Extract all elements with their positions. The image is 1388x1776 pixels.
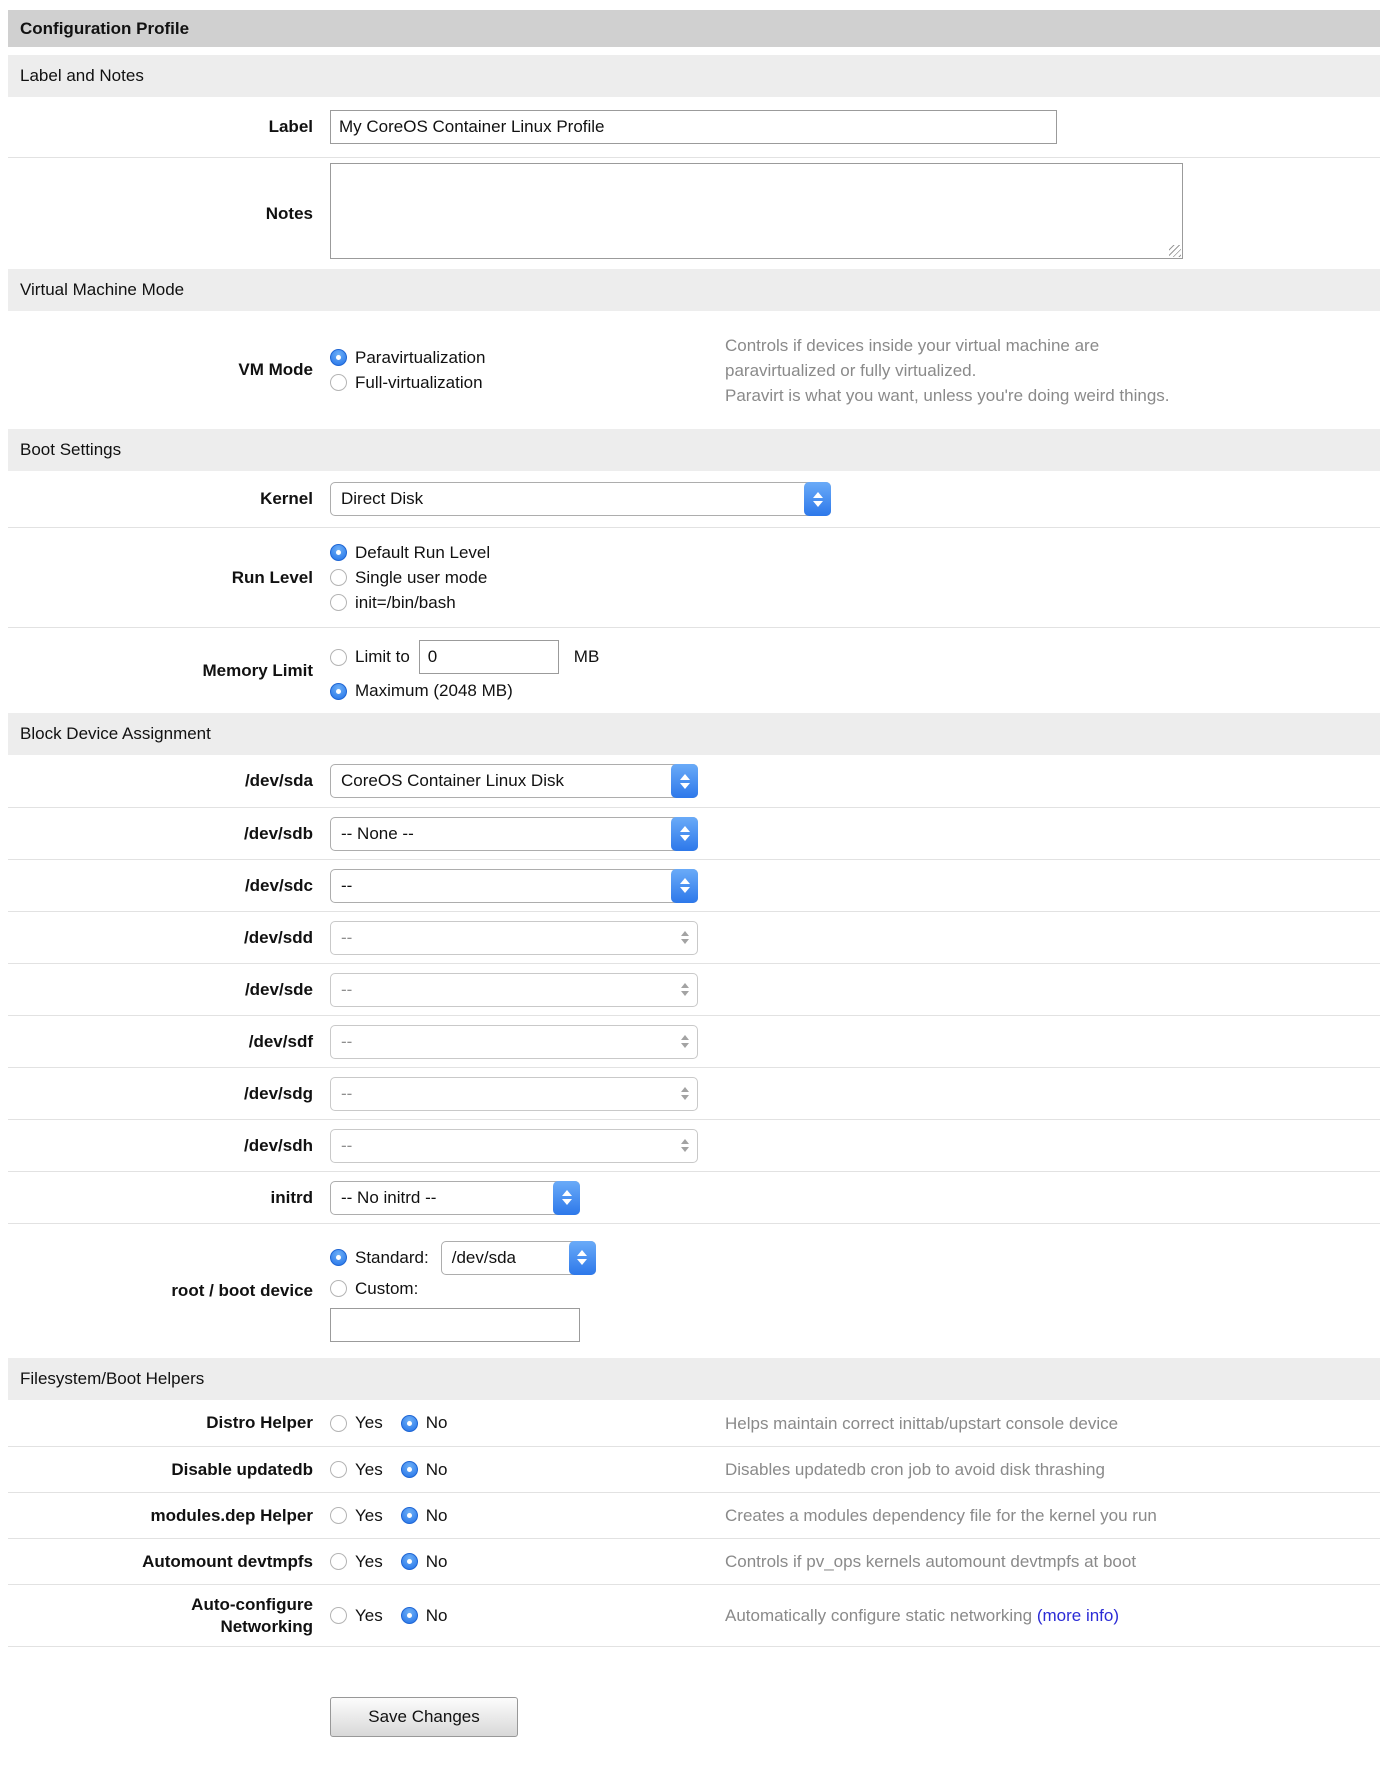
sdg-select	[330, 1077, 698, 1111]
chevron-down-icon	[681, 1095, 689, 1100]
radio-init-bin-bash[interactable]	[330, 594, 347, 611]
help-line: paravirtualized or fully virtualized.	[725, 360, 977, 380]
device-label: /dev/sde	[244, 979, 313, 999]
block-device-row-sdh	[8, 1119, 1380, 1171]
chevron-down-icon	[813, 501, 823, 507]
device-label: initrd	[270, 1187, 313, 1207]
radio-modules-dep-yes[interactable]	[330, 1507, 347, 1524]
save-changes-button[interactable]: Save Changes	[330, 1697, 518, 1737]
select-stepper-icon	[671, 1129, 698, 1163]
kernel-label: Kernel	[260, 489, 313, 508]
section-label-and-notes	[8, 55, 1380, 97]
limit-to-label: Limit to	[355, 647, 410, 666]
chevron-up-icon	[680, 826, 690, 832]
memory-limit-row	[8, 627, 1380, 713]
chevron-up-icon	[577, 1250, 587, 1256]
helper-label: Disable updatedb	[171, 1459, 313, 1479]
no-label: No	[425, 1413, 448, 1432]
select-value: /dev/sda	[451, 1248, 516, 1267]
help-line: Automatically configure static networking	[725, 1606, 1033, 1625]
radio-label: Full-virtualization	[355, 373, 483, 392]
helper-help-text	[725, 1603, 1380, 1628]
helper-row-modules-dep	[8, 1492, 1380, 1538]
block-device-row-sdb	[8, 807, 1380, 859]
helper-label: Distro Helper	[206, 1413, 313, 1432]
radio-distro-helper-yes[interactable]	[330, 1415, 347, 1432]
root-boot-device-row	[8, 1223, 1380, 1358]
no-label: No	[425, 1551, 448, 1571]
kernel-select-value: Direct Disk	[341, 489, 424, 508]
yes-label: Yes	[355, 1551, 383, 1571]
select-stepper-icon[interactable]	[671, 764, 698, 798]
resize-grip-icon[interactable]	[1169, 245, 1181, 257]
helper-row-distro-helper	[8, 1400, 1380, 1446]
memory-unit-label: MB	[573, 647, 600, 666]
initrd-select[interactable]	[330, 1181, 580, 1215]
radio-distro-helper-no[interactable]	[401, 1415, 418, 1432]
helper-help-text: Controls if pv_ops kernels automount devtmpfs at boot	[725, 1552, 1137, 1571]
helper-row-automount-devtmpfs	[8, 1538, 1380, 1584]
device-label: /dev/sdf	[248, 1031, 313, 1051]
chevron-up-icon	[681, 1139, 689, 1144]
block-device-row-initrd	[8, 1171, 1380, 1223]
no-label: No	[425, 1459, 448, 1479]
radio-limit-to[interactable]	[330, 649, 347, 666]
chevron-down-icon	[681, 1147, 689, 1152]
memory-limit-option-maximum	[330, 681, 1380, 701]
radio-automount-devtmpfs-no[interactable]	[401, 1553, 418, 1570]
section-title: Virtual Machine Mode	[20, 280, 185, 299]
block-device-row-sde	[8, 963, 1380, 1015]
root-boot-standard-option	[330, 1241, 1380, 1275]
sdh-select	[330, 1129, 698, 1163]
section-virtual-machine-mode	[8, 269, 1380, 311]
chevron-up-icon	[681, 1087, 689, 1092]
radio-full-virtualization[interactable]	[330, 374, 347, 391]
select-value: --	[341, 1135, 353, 1155]
chevron-down-icon	[680, 783, 690, 789]
standard-label: Standard:	[355, 1248, 429, 1267]
root-boot-custom-option	[330, 1275, 1380, 1302]
select-value: --	[341, 1083, 353, 1103]
run-level-label: Run Level	[231, 567, 313, 587]
radio-modules-dep-no[interactable]	[401, 1507, 418, 1524]
chevron-up-icon	[680, 878, 690, 884]
kernel-row	[8, 471, 1380, 527]
radio-label: Paravirtualization	[355, 348, 486, 367]
radio-custom[interactable]	[330, 1280, 347, 1297]
section-body-label-notes	[8, 97, 1380, 269]
chevron-up-icon	[681, 1035, 689, 1040]
sdb-select[interactable]	[330, 817, 698, 851]
select-stepper-icon	[671, 1077, 698, 1111]
section-boot-settings	[8, 429, 1380, 471]
chevron-down-icon	[681, 1043, 689, 1048]
section-title: Filesystem/Boot Helpers	[20, 1369, 205, 1388]
radio-disable-updatedb-no[interactable]	[401, 1461, 418, 1478]
more-info-link[interactable]: (more info)	[1036, 1606, 1120, 1625]
help-line: Paravirt is what you want, unless you're doing weird things.	[725, 385, 1170, 405]
section-title: Boot Settings	[20, 440, 122, 459]
help-line: Controls if devices inside your virtual machine are	[725, 335, 1100, 355]
chevron-down-icon	[680, 835, 690, 841]
sda-select[interactable]	[330, 764, 698, 798]
radio-standard[interactable]	[330, 1249, 347, 1266]
select-stepper-icon[interactable]	[671, 817, 698, 851]
memory-limit-input[interactable]	[419, 640, 559, 674]
label-field-label: Label	[268, 117, 313, 136]
select-stepper-icon[interactable]	[553, 1181, 580, 1215]
yes-label: Yes	[355, 1459, 383, 1479]
select-stepper-icon	[671, 1025, 698, 1059]
run-level-option-init-bash[interactable]	[330, 590, 1380, 615]
chevron-up-icon	[681, 983, 689, 988]
chevron-down-icon	[680, 887, 690, 893]
block-device-row-sdc	[8, 859, 1380, 911]
block-device-row-sdg	[8, 1067, 1380, 1119]
vm-mode-help-text	[725, 333, 1380, 408]
radio-maximum-memory[interactable]	[330, 683, 347, 700]
footer	[8, 1647, 1380, 1776]
radio-auto-configure-networking-yes[interactable]	[330, 1607, 347, 1624]
select-value: --	[341, 927, 353, 947]
device-label: /dev/sdd	[244, 927, 313, 947]
page-title-bar	[8, 10, 1380, 47]
yes-label: Yes	[355, 1505, 383, 1525]
radio-label: init=/bin/bash	[355, 593, 456, 612]
helper-row-disable-updatedb	[8, 1446, 1380, 1492]
run-level-option-default[interactable]	[330, 540, 1380, 565]
radio-disable-updatedb-yes[interactable]	[330, 1461, 347, 1478]
vm-mode-option-paravirtualization[interactable]	[330, 345, 725, 370]
block-device-row-sda	[8, 755, 1380, 807]
helper-row-auto-configure-networking	[8, 1584, 1380, 1646]
block-device-row-sdd	[8, 911, 1380, 963]
run-level-option-single-user[interactable]	[330, 565, 1380, 590]
sdf-select	[330, 1025, 698, 1059]
select-stepper-icon	[671, 973, 698, 1007]
select-stepper-icon[interactable]	[569, 1241, 596, 1275]
memory-limit-option-limit	[330, 640, 1380, 674]
select-value: -- None --	[341, 823, 414, 843]
chevron-up-icon	[681, 931, 689, 936]
section-body-block-devices	[8, 755, 1380, 1358]
select-stepper-icon	[671, 921, 698, 955]
chevron-up-icon	[680, 774, 690, 780]
radio-label: Default Run Level	[355, 543, 491, 562]
section-body-helpers	[8, 1400, 1380, 1647]
notes-field-label: Notes	[265, 203, 313, 223]
device-label: /dev/sda	[244, 771, 313, 790]
helper-help-text: Disables updatedb cron job to avoid disk thrashing	[725, 1460, 1105, 1479]
section-block-device-assignment	[8, 713, 1380, 755]
no-label: No	[425, 1605, 448, 1625]
device-label: /dev/sdg	[244, 1083, 313, 1103]
device-label: /dev/sdh	[244, 1135, 313, 1155]
chevron-down-icon	[577, 1259, 587, 1265]
label-row	[8, 97, 1380, 157]
helper-help-text: Helps maintain correct inittab/upstart console device	[725, 1413, 1119, 1433]
memory-limit-label: Memory Limit	[202, 660, 313, 680]
helper-label: modules.dep Helper	[150, 1505, 313, 1525]
helper-label: Automount devtmpfs	[142, 1551, 313, 1571]
chevron-up-icon	[562, 1190, 572, 1196]
radio-single-user-mode[interactable]	[330, 569, 347, 586]
root-device-select[interactable]	[441, 1241, 596, 1275]
custom-label: Custom:	[355, 1278, 419, 1298]
helper-label: Auto-configure Networking	[191, 1594, 313, 1636]
no-label: No	[425, 1505, 448, 1525]
select-stepper-icon[interactable]	[671, 869, 698, 903]
select-value: --	[341, 1031, 353, 1051]
select-value: --	[341, 875, 353, 895]
section-title: Block Device Assignment	[20, 724, 211, 743]
block-device-row-sdf	[8, 1015, 1380, 1067]
chevron-down-icon	[681, 991, 689, 996]
helper-help-text: Creates a modules dependency file for the kernel you run	[725, 1506, 1157, 1525]
radio-label: Single user mode	[355, 568, 488, 587]
yes-label: Yes	[355, 1413, 383, 1432]
vm-mode-row	[8, 311, 1380, 429]
notes-row	[8, 157, 1380, 269]
kernel-select[interactable]	[330, 482, 831, 516]
label-input[interactable]	[330, 110, 1057, 144]
run-level-row	[8, 527, 1380, 627]
page-title: Configuration Profile	[20, 18, 190, 38]
device-label: /dev/sdc	[244, 875, 313, 895]
section-body-boot	[8, 471, 1380, 713]
vm-mode-option-full-virtualization[interactable]	[330, 370, 725, 395]
select-value: CoreOS Container Linux Disk	[341, 771, 564, 790]
sdc-select[interactable]	[330, 869, 698, 903]
custom-root-device-input[interactable]	[330, 1308, 580, 1342]
sdd-select	[330, 921, 698, 955]
sde-select	[330, 973, 698, 1007]
chevron-down-icon	[681, 939, 689, 944]
notes-textarea[interactable]	[330, 163, 1183, 259]
chevron-up-icon	[813, 492, 823, 498]
section-filesystem-boot-helpers	[8, 1358, 1380, 1400]
maximum-label: Maximum (2048 MB)	[355, 681, 513, 700]
radio-default-run-level[interactable]	[330, 544, 347, 561]
select-value: --	[341, 979, 353, 999]
chevron-down-icon	[562, 1199, 572, 1205]
device-label: /dev/sdb	[244, 823, 313, 843]
root-boot-device-label: root / boot device	[171, 1281, 313, 1300]
yes-label: Yes	[355, 1605, 383, 1625]
radio-auto-configure-networking-no[interactable]	[401, 1607, 418, 1624]
radio-paravirtualization[interactable]	[330, 349, 347, 366]
vm-mode-label: VM Mode	[238, 360, 313, 379]
section-title: Label and Notes	[20, 66, 144, 85]
radio-automount-devtmpfs-yes[interactable]	[330, 1553, 347, 1570]
select-stepper-icon[interactable]	[804, 482, 831, 516]
select-value: -- No initrd --	[341, 1187, 437, 1207]
